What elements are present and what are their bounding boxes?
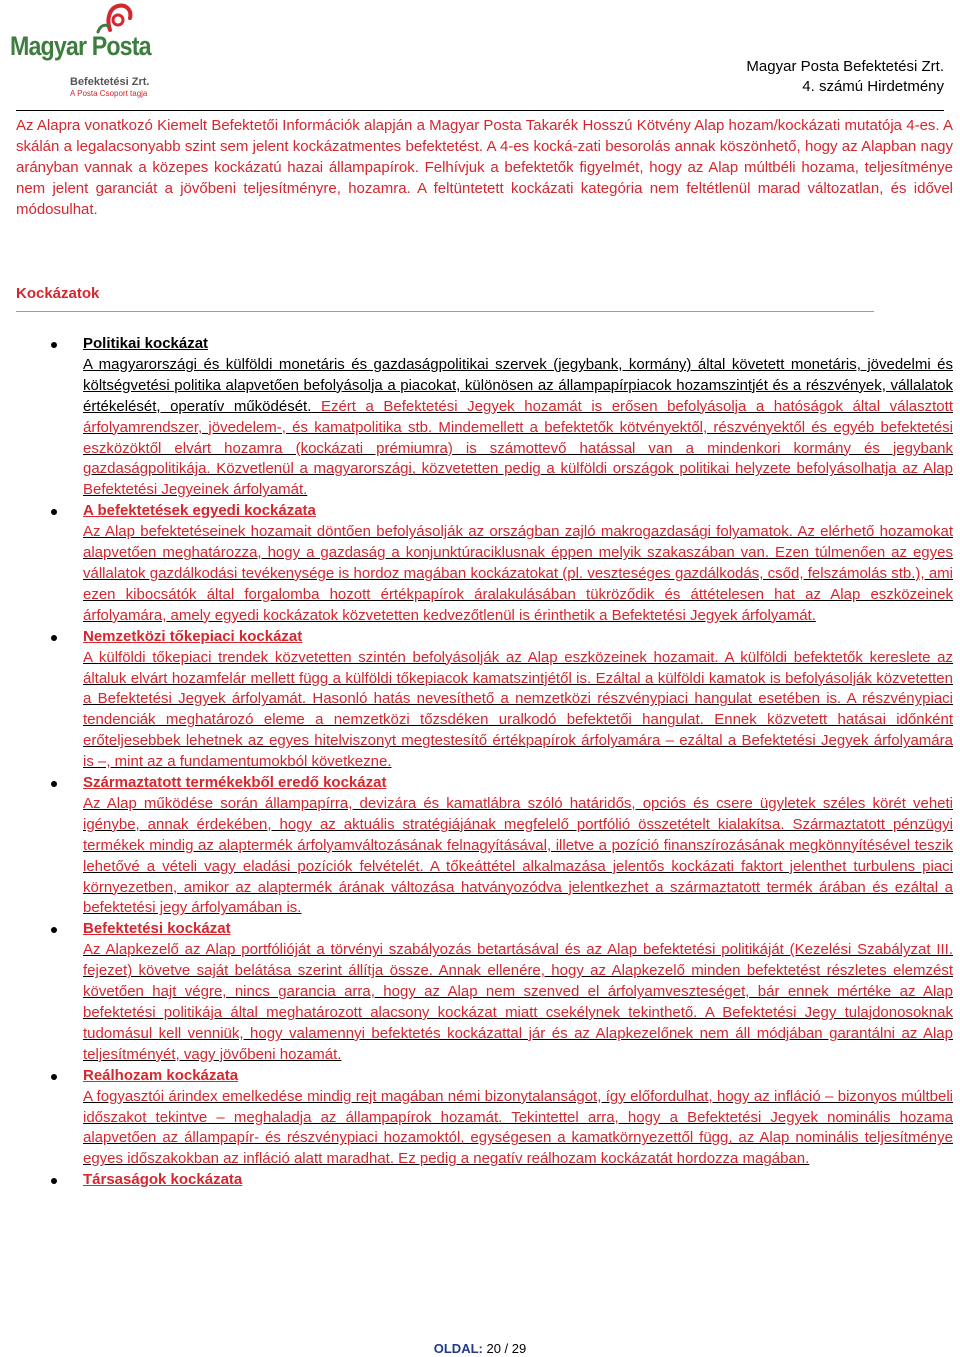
risk-body (83, 794, 953, 919)
risk-item (83, 334, 953, 501)
intro-section (16, 116, 953, 221)
risk-item (83, 1066, 953, 1171)
logo (8, 0, 158, 100)
bullet-icon (51, 927, 57, 933)
risk-item (83, 773, 953, 919)
risk-body (83, 940, 953, 1065)
header-notice: 4. számú Hirdetmény (802, 78, 944, 95)
posthorn-icon (88, 0, 148, 34)
risk-item (83, 919, 953, 1065)
risk-body-red: A fogyasztói árindex emelkedése mindig rejt magában némi bizonytalanságot, így előfordulhat, hogy az infláció – bizonyos múltbeli időszakot tekintve – meghaladja az állampapírok hozamát. Tekintettel arra, hogy a Befektetési Jegyek nominális hozama alapvetően az állampapír- és részvénypiaci hozamoktól, egységesen a kamatkörnyezettől függ, az Alap nominális teljesítménye egyes időszakokban az infláció alatt maradhat. Ez pedig a negatív reálhozam kockázatát hordozza magában. (83, 1087, 953, 1168)
header-info (746, 57, 944, 97)
risk-body-black: Az Alap működése során állampapírra, devizára és kamatlábra szóló határidős, opciós és csere ügyletek széles körét veheti igénybe, annak érdekében, hogy az aktuális stratégiájának megfelelő portfólió összetételt kialakítsa. (83, 794, 953, 833)
bullet-icon (51, 509, 57, 515)
risk-body (83, 355, 953, 501)
risk-item (83, 627, 953, 773)
page-label: OLDAL: (433, 1341, 483, 1356)
bullet-icon (51, 1074, 57, 1080)
risk-list (83, 334, 953, 1191)
bullet-icon (51, 1178, 57, 1184)
risk-body-black: A külföldi tőkepiaci trendek közvetetten szintén befolyásolják az Alap eszközeinek hozamait. (83, 648, 719, 666)
risk-body (83, 648, 953, 773)
bullet-icon (51, 342, 57, 348)
risk-title: Reálhozam kockázata (83, 1066, 239, 1084)
risk-item (83, 1170, 953, 1191)
section-divider (16, 311, 874, 312)
header-divider (16, 110, 944, 111)
logo-brand: Magyar Posta (10, 31, 151, 61)
risk-title: Társaságok kockázata (83, 1171, 243, 1189)
risk-body-red: A külföldi befektetők kereslete az általuk elvárt hozamfelár mellett függ a külföldi tőkepiacok kamatszintjétől is. Ezáltal a külföldi kamatok is befolyásolják közvetetten a Befektetési Jegyek árfolyamát. Hasonló hatás nevesíthető a nemzetközi részvénypiaci hangulat esetében is. A részvénypiaci tendenciák meghatározó eleme a nemzetközi tőzsdéken uralkodó befektetői hangulat. Ennek közvetett hatásai időnként erőteljesebbek lehetnek az egyes hitelviszonyt megtestesítő értékpapírok árfolyamára – ezáltal a Befektetési Jegyek árfolyamára is –, mint az a fundamentumokból következne. (83, 648, 953, 771)
page-footer (0, 1341, 960, 1356)
header-company: Magyar Posta Befektetési Zrt. (746, 58, 944, 75)
bullet-icon (51, 781, 57, 787)
risk-body-red: Az elérhető hozamokat alapvetően meghatározza, hogy a gazdaság a konjunktúraciklusnak éppen melyik szakaszában van. Ezen túlmenően az egyes vállalatok gazdálkodási tevékenysége is hordoz magában kockázatokat (pl. veszteséges gazdálkodás, csőd, felszámolás stb.), ami ezen kibocsátók által forgalomba hozott értékpapírok áralakulásában tükröződik és áttételesen hat az Alap eszközeinek árfolyamára, amely egyedi kockázatok közvetetten kedvezőtlenül is érinthetik a Befektetési Jegyek árfolyamát. (83, 523, 953, 624)
risk-body-red: Ezért a Befektetési Jegyek hozamát is erősen befolyásolja a hatóságok által választott árfolyamrendszer, jövedelem-, és kamatpolitika stb. Mindemellett a befektetők kötvényektől, részvényektől és egyéb befektetési eszközöktől elvárt hozamra (kockázati prémiumra) is számottevő hatással van a mindenkori kormány és jegybank gazdaságpolitikája. Közvetlenül a magyarországi, közvetetten pedig a külföldi országok politikai helyzete befolyásolhatja az Alap Befektetési Jegyeinek árfolyamát. (83, 397, 953, 499)
intro-paragraph: Az Alapra vonatkozó Kiemelt Befektetői Információk alapján a Magyar Posta Takarék Hosszú Kötvény Alap hozam/kockázati mutatója 4-es. A skálán a legalacsonyabb szint sem jelent kockázatmentes befektetést. A 4-es kocká-zati besorolás annak köszönhető, hogy az Alapban nagy arányban vannak a közepes kockázatú hazai állampapírok. Felhívjuk a befektetők figyelmét, hogy az Alap múltbéli hozama, teljesítménye nem jelent garanciát a jövőbeni teljesítményre, hozamra. A feltüntetett kockázati kategória nem feltétlenül marad változatlan, és idővel módosulhat. (16, 117, 953, 218)
logo-tagline: A Posta Csoport tagja (70, 89, 148, 98)
risk-title: Nemzetközi tőkepiaci kockázat (83, 627, 303, 645)
bullet-icon (51, 635, 57, 641)
risk-body-red: Annak ellenére, hogy az Alapkezelő minden befektetést részletes elemzést követően hajt végre, nincs garancia arra, hogy az Alap nem szenved el árfolyamveszteséget, bár ennek mértéke az Alap befektetési politikája által meghatározott alacsony kockázat miatt csekélynek tekinthető. A Befektetési Jegy tulajdonosoknak tudomásul kell venniük, hogy valamennyi befektetés kockázattal jár és az Alapkezelőnek nem áll módjában garantálni az Alap teljesítményét, vagy jövőbeni hozamát. (83, 962, 953, 1063)
logo-subtitle: Befektetési Zrt. (70, 76, 150, 88)
risk-body (83, 1087, 953, 1171)
section-title: Kockázatok (16, 285, 100, 302)
risk-body-black: Az Alapkezelő az Alap portfólióját a törvényi szabályozás betartásával és az Alap befektetési politikáját (Kezelési Szabályzat III. fejezet) követve saját belátása szerint állítja össze. (83, 941, 953, 980)
risk-title: A befektetések egyedi kockázata (83, 502, 316, 520)
risk-title: Származtatott termékekből eredő kockázat (83, 774, 387, 792)
page-number: 20 / 29 (486, 1341, 527, 1356)
risk-body-red: Származtatott pénzügyi termékek mindig az alaptermék árfolyamváltozásának felnagyításával, illetve a pozíció finanszírozásának megkönnyítésével teszik lehetővé a vételi vagy eladási pozíciók felvételét. A tőkeáttétel alkalmazása jelentős kockázati faktort jelenthet turbulens piaci környezetben, amikor az alaptermék árának változása hatványozódva jelentkezhet a származtatott termék árában és ezáltal a befektetési jegy árfolyamában is. (83, 815, 953, 917)
risk-title: Politikai kockázat (83, 335, 209, 352)
risk-body-black: A magyarországi és külföldi monetáris és gazdaságpolitikai szervek (jegybank, kormány) által követett monetáris, jövedelmi és költségvetési politika alapvetően befolyásolja a piacokat, különösen az állampapírpiacok hozamszintjét és a részvények, vállalatok értékelését, operatív működését. (83, 355, 953, 415)
risk-body (83, 522, 953, 627)
risk-body-black: Az Alap befektetéseinek hozamait döntően befolyásolják az országban zajló makrogazdasági folyamatok. (83, 523, 793, 541)
risk-title: Befektetési kockázat (83, 920, 231, 938)
risk-item (83, 501, 953, 626)
